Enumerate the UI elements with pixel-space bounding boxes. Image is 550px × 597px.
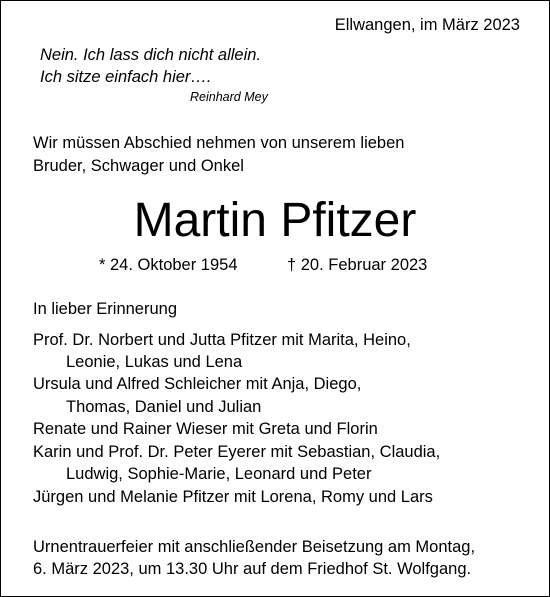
mourner-line: Prof. Dr. Norbert und Jutta Pfitzer mit Marita, Heino,	[33, 331, 411, 349]
place-date: Ellwangen, im März 2023	[334, 16, 520, 34]
intro-line-2: Bruder, Schwager und Onkel	[33, 157, 244, 175]
deceased-name: Martin Pfitzer	[133, 194, 417, 247]
memory-heading: In lieber Erinnerung	[33, 300, 178, 318]
mourner-line: Ludwig, Sophie-Marie, Leonard und Peter	[66, 465, 372, 483]
mourner-line: Ursula und Alfred Schleicher mit Anja, Diego,	[33, 375, 362, 393]
quote-line-2: Ich sitze einfach hier….	[40, 68, 212, 86]
quote-line-1: Nein. Ich lass dich nicht allein.	[40, 46, 262, 64]
mourner-line: Thomas, Daniel und Julian	[66, 398, 262, 416]
ceremony-line-1: Urnentrauerfeier mit anschließender Beisetzung am Montag,	[33, 538, 476, 556]
quote-author: Reinhard Mey	[190, 90, 268, 104]
ceremony-line-2: 6. März 2023, um 13.30 Uhr auf dem Friedhof St. Wolfgang.	[33, 560, 472, 578]
mourner-line: Karin und Prof. Dr. Peter Eyerer mit Sebastian, Claudia,	[33, 443, 441, 461]
death-date: † 20. Februar 2023	[287, 256, 428, 274]
birth-date: * 24. Oktober 1954	[99, 256, 238, 274]
mourner-line: Leonie, Lukas und Lena	[66, 353, 243, 371]
mourner-line: Jürgen und Melanie Pfitzer mit Lorena, Romy und Lars	[33, 488, 433, 506]
intro-line-1: Wir müssen Abschied nehmen von unserem lieben	[33, 134, 405, 152]
mourner-line: Renate und Rainer Wieser mit Greta und Florin	[33, 420, 378, 438]
